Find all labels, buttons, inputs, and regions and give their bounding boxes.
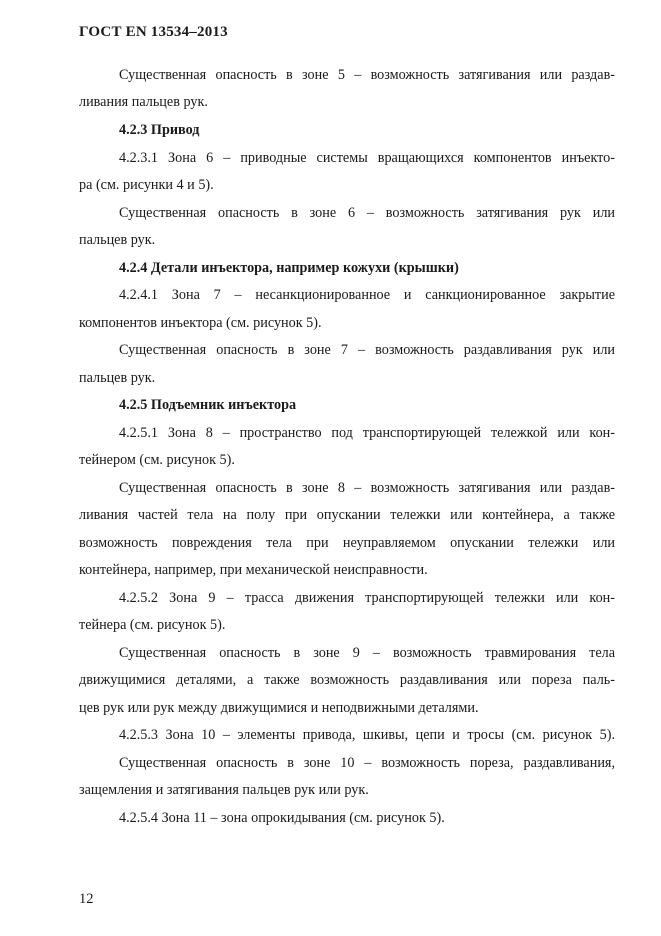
text-line: Существенная опасность в зоне 7 – возможность раздавливания рук или: [119, 342, 615, 358]
section-heading: 4.2.4 Детали инъектора, например кожухи (крышки): [119, 260, 459, 276]
text-line: возможность повреждения тела при неуправляемом опускании тележки или: [79, 535, 615, 551]
document-header: ГОСТ EN 13534–2013: [79, 24, 228, 40]
text-line: 4.2.3.1 Зона 6 – приводные системы вращающихся компонентов инъекто-: [119, 150, 615, 166]
text-line: движущимися деталями, а также возможность раздавливания или пореза паль-: [79, 672, 615, 688]
text-line: пальцев рук.: [79, 370, 156, 386]
text-line: 4.2.5.1 Зона 8 – пространство под транспортирующей тележкой или кон-: [119, 425, 615, 441]
text-line: Существенная опасность в зоне 5 – возможность затягивания или раздав-: [119, 67, 615, 83]
text-line: Существенная опасность в зоне 10 – возможность пореза, раздавливания,: [119, 755, 615, 771]
text-line: тейнером (см. рисунок 5).: [79, 452, 235, 468]
text-line: Существенная опасность в зоне 6 – возможность затягивания рук или: [119, 205, 615, 221]
text-line: ра (см. рисунки 4 и 5).: [79, 177, 214, 193]
text-line: контейнера, например, при механической неисправности.: [79, 562, 428, 578]
text-line: Существенная опасность в зоне 9 – возможность травмирования тела: [119, 645, 615, 661]
section-heading: 4.2.5 Подъемник инъектора: [119, 397, 297, 413]
text-line: тейнера (см. рисунок 5).: [79, 617, 226, 633]
text-line: 4.2.4.1 Зона 7 – несанкционированное и санкционированное закрытие: [119, 287, 615, 303]
text-line: Существенная опасность в зоне 8 – возможность затягивания или раздав-: [119, 480, 615, 496]
text-line: 4.2.5.2 Зона 9 – трасса движения транспортирующей тележки или кон-: [119, 590, 615, 606]
text-line: защемления и затягивания пальцев рук или рук.: [79, 782, 369, 798]
text-line: пальцев рук.: [79, 232, 156, 248]
section-heading: 4.2.3 Привод: [119, 122, 200, 138]
text-line: цев рук или рук между движущимися и неподвижными деталями.: [79, 700, 479, 716]
text-line: 4.2.5.3 Зона 10 – элементы привода, шкивы, цепи и тросы (см. рисунок 5).: [119, 727, 615, 743]
text-line: компонентов инъектора (см. рисунок 5).: [79, 315, 322, 331]
text-line: 4.2.5.4 Зона 11 – зона опрокидывания (см. рисунок 5).: [119, 810, 445, 826]
text-line: ливания частей тела на полу при опускании тележки или контейнера, а также: [79, 507, 615, 523]
text-line: ливания пальцев рук.: [79, 94, 208, 110]
page-number: 12: [79, 891, 94, 907]
